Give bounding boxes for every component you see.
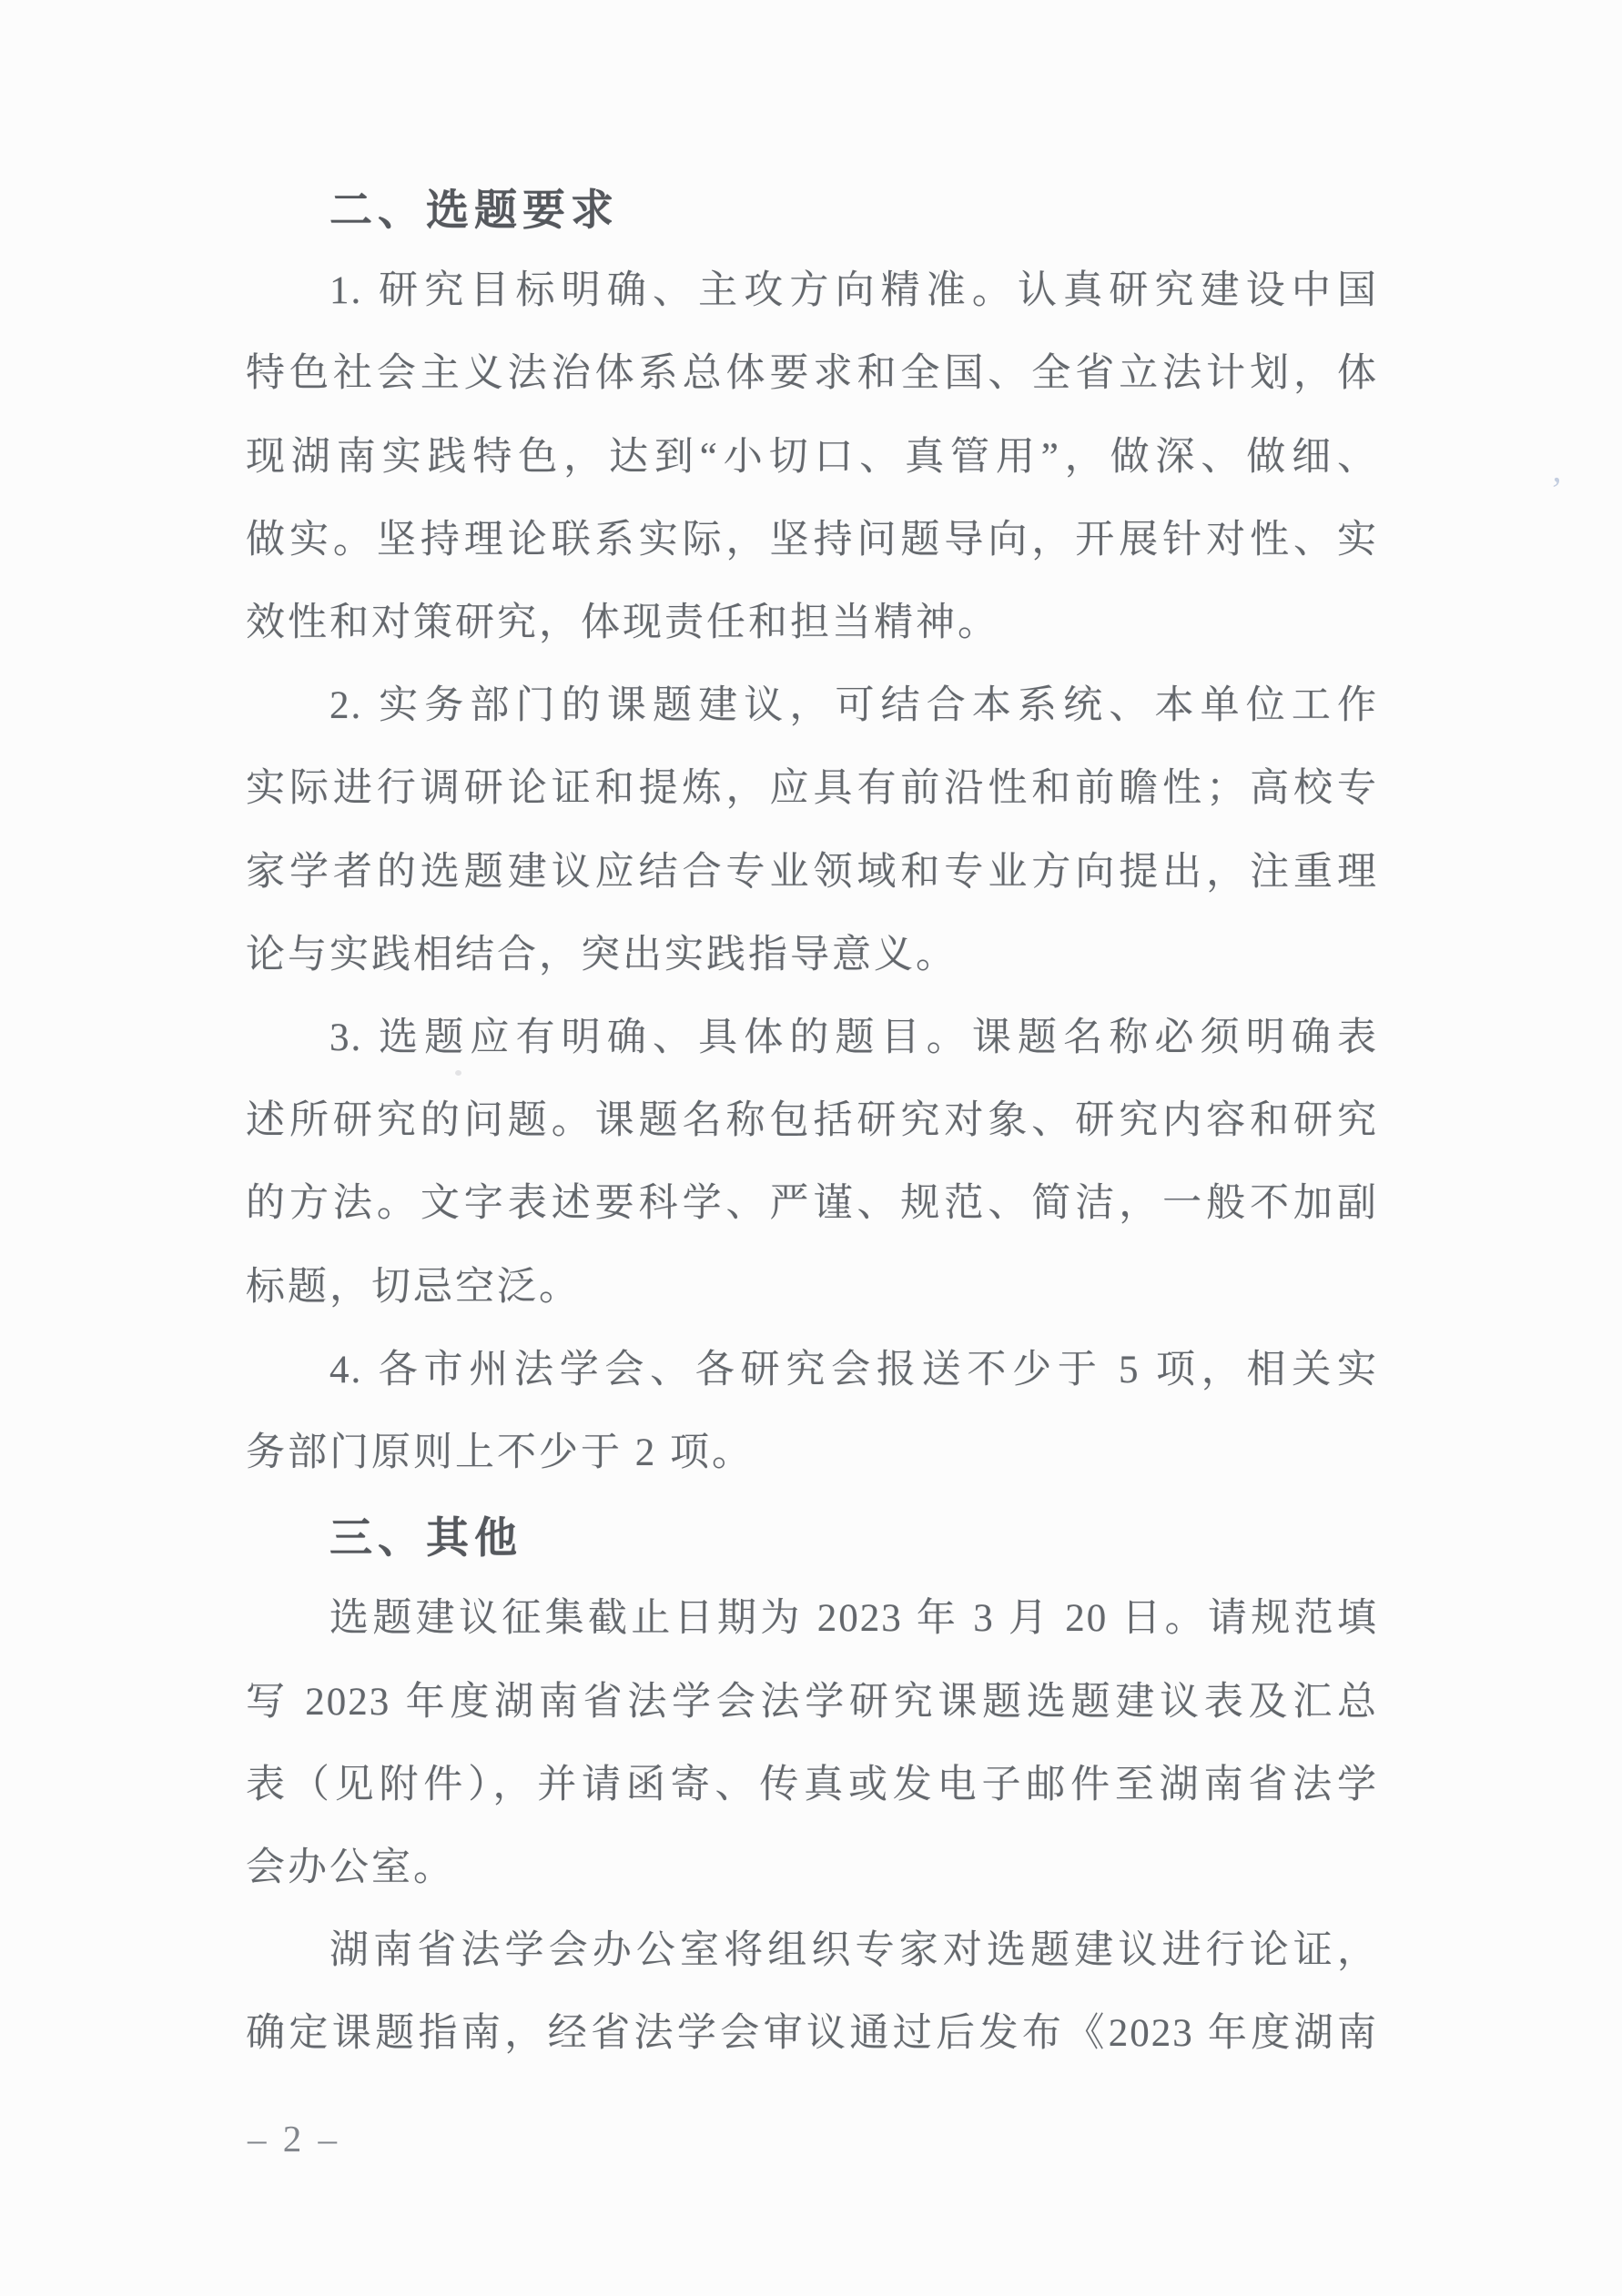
paragraph-line: 务部门原则上不少于 2 项。: [246, 1431, 754, 1474]
paragraph-line: 表（见附件），并请函寄、传真或发电子邮件至湖南省法学: [246, 1763, 1378, 1806]
paragraph-line: 2. 实务部门的课题建议，可结合本系统、本单位工作: [329, 684, 1378, 728]
page-number: – 2 –: [248, 2118, 340, 2159]
paragraph-line: 特色社会主义法治体系总体要求和全国、全省立法计划，体: [246, 352, 1378, 396]
section-heading-topic-requirements: 二、选题要求: [329, 186, 619, 234]
scan-artifact-mark: ,: [1552, 448, 1563, 491]
scan-artifact-speck: [455, 1070, 461, 1076]
paragraph-line: 的方法。文字表述要科学、严谨、规范、简洁，一般不加副: [246, 1182, 1378, 1226]
paragraph-line: 做实。坚持理论联系实际，坚持问题导向，开展针对性、实: [246, 518, 1378, 561]
paragraph-line: 写 2023 年度湖南省法学会法学研究课题选题建议表及汇总: [246, 1680, 1378, 1724]
paragraph-line: 4. 各市州法学会、各研究会报送不少于 5 项，相关实: [329, 1348, 1378, 1391]
paragraph-line: 论与实践相结合，突出实践指导意义。: [246, 933, 958, 976]
paragraph-line: 确定课题指南，经省法学会审议通过后发布《2023 年度湖南: [246, 2012, 1378, 2056]
paragraph-line: 标题，切忌空泛。: [246, 1265, 581, 1309]
section-heading-other: 三、其他: [329, 1513, 522, 1563]
paragraph-line: 3. 选题应有明确、具体的题目。课题名称必须明确表: [329, 1017, 1378, 1059]
paragraph-line: 选题建议征集截止日期为 2023 年 3 月 20 日。请规范填: [329, 1597, 1378, 1641]
paragraph-line: 会办公室。: [246, 1846, 455, 1889]
paragraph-line: 述所研究的问题。课题名称包括研究对象、研究内容和研究: [246, 1099, 1378, 1143]
paragraph-line: 现湖南实践特色，达到“小切口、真管用”，做深、做细、: [246, 435, 1378, 479]
paragraph-line: 1. 研究目标明确、主攻方向精准。认真研究建设中国: [329, 269, 1378, 313]
paragraph-line: 实际进行调研论证和提炼，应具有前沿性和前瞻性；高校专: [246, 767, 1378, 811]
paragraph-line: 湖南省法学会办公室将组织专家对选题建议进行论证，: [329, 1929, 1378, 1973]
paragraph-line: 效性和对策研究，体现责任和担当精神。: [246, 602, 999, 644]
paragraph-line: 家学者的选题建议应结合专业领域和专业方向提出，注重理: [246, 850, 1378, 894]
